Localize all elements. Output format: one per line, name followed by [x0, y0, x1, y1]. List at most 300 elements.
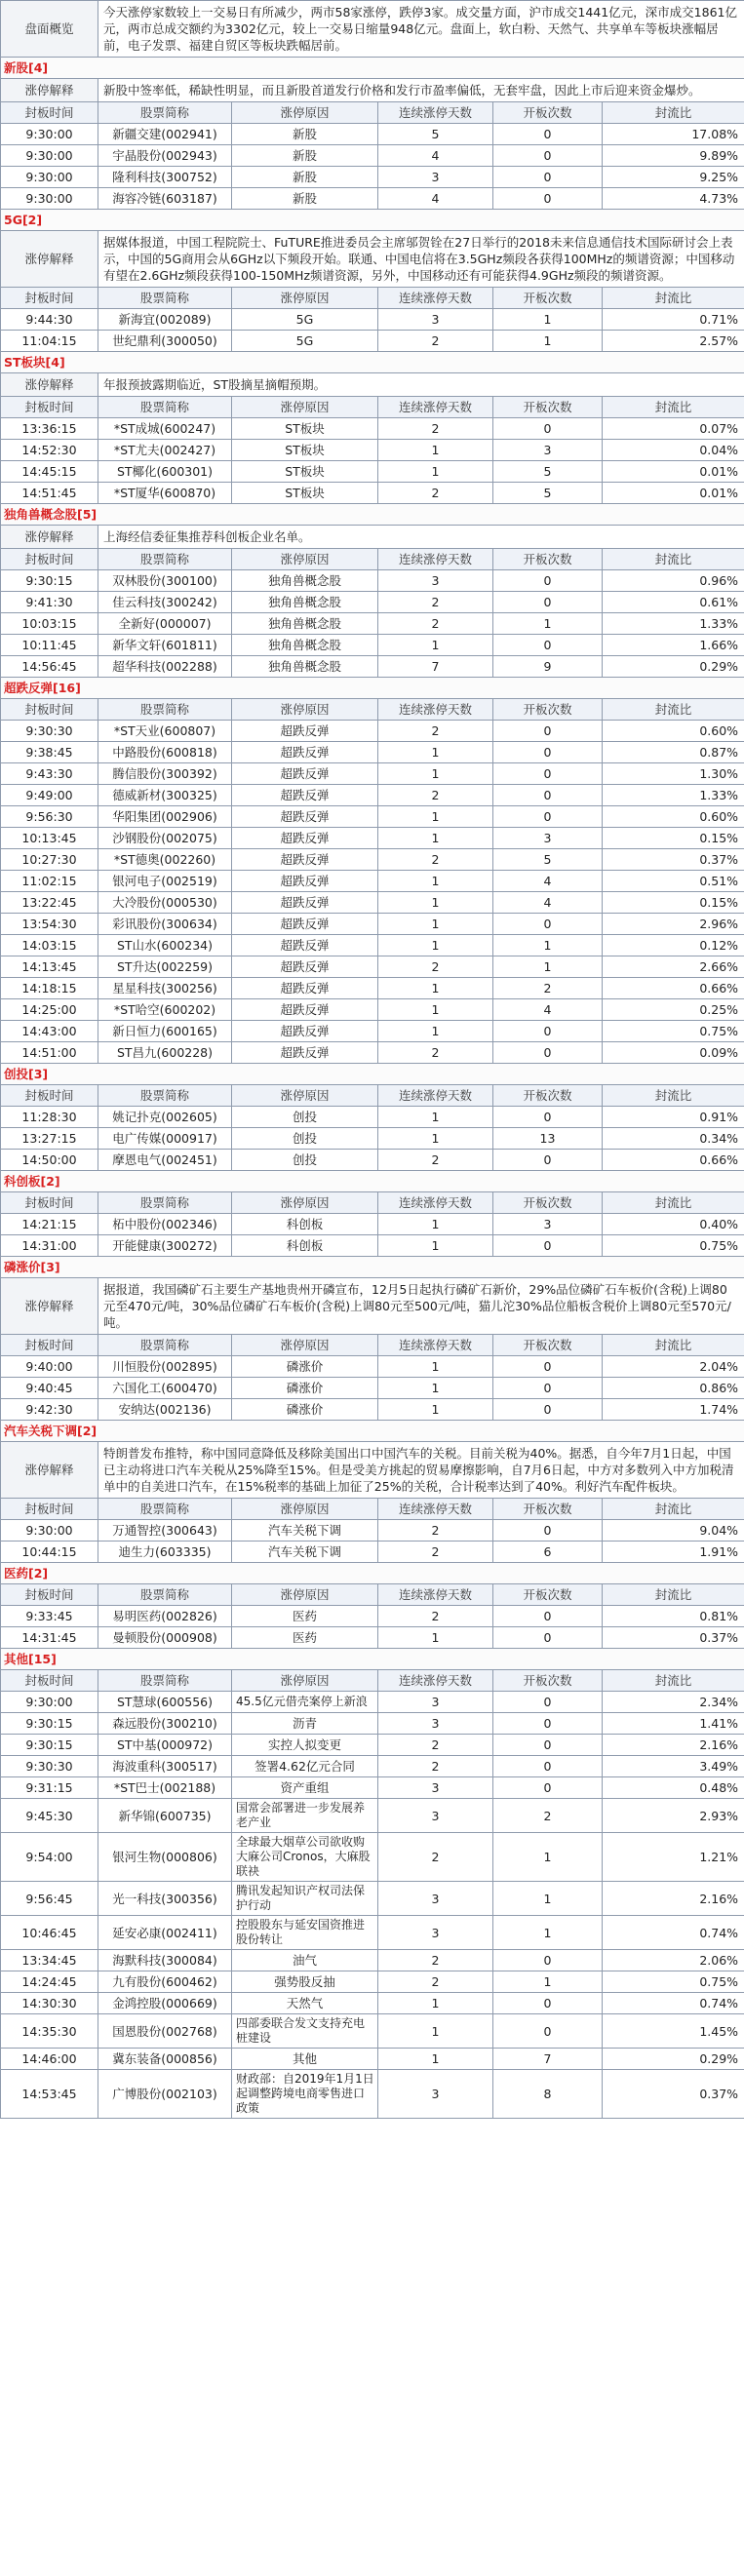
limit-reason: 汽车关税下调 [232, 1542, 378, 1563]
stock-name: 姚记扑克(002605) [98, 1107, 232, 1128]
table-row [1, 309, 744, 331]
section-title-row [1, 678, 744, 699]
column-header-consecutive-days: 连续涨停天数 [378, 1192, 493, 1214]
open-count: 0 [493, 1150, 603, 1171]
open-count: 3 [493, 1214, 603, 1235]
column-header-stock-name: 股票简称 [98, 549, 232, 570]
stock-name: 海默科技(300084) [98, 1950, 232, 1971]
open-count: 5 [493, 483, 603, 504]
seal-ratio: 0.09% [603, 1042, 744, 1064]
column-header-seal-ratio: 封流比 [603, 1085, 744, 1107]
open-count: 0 [493, 124, 603, 145]
stock-name: 新疆交建(002941) [98, 124, 232, 145]
open-count: 4 [493, 892, 603, 914]
consecutive-days: 1 [378, 1021, 493, 1042]
desc-label: 涨停解释 [1, 231, 98, 288]
seal-time: 9:49:00 [1, 785, 98, 806]
consecutive-days: 3 [378, 1882, 493, 1916]
consecutive-days: 1 [378, 742, 493, 763]
stock-name: 大冷股份(000530) [98, 892, 232, 914]
stock-name: 世纪鼎利(300050) [98, 331, 232, 352]
open-count: 1 [493, 935, 603, 956]
table-row [1, 1692, 744, 1713]
open-count: 0 [493, 785, 603, 806]
table-row [1, 2070, 744, 2119]
open-count: 0 [493, 1356, 603, 1378]
seal-time: 14:24:45 [1, 1971, 98, 1993]
stock-name: 光一科技(300356) [98, 1882, 232, 1916]
open-count: 0 [493, 914, 603, 935]
column-header-stock-name: 股票简称 [98, 1335, 232, 1356]
seal-ratio: 0.75% [603, 1021, 744, 1042]
seal-time: 11:02:15 [1, 871, 98, 892]
limit-reason: ST板块 [232, 440, 378, 461]
open-count: 4 [493, 999, 603, 1021]
table-row [1, 1107, 744, 1128]
seal-time: 14:51:00 [1, 1042, 98, 1064]
seal-time: 14:53:45 [1, 2070, 98, 2119]
limit-reason: ST板块 [232, 418, 378, 440]
seal-ratio: 2.16% [603, 1882, 744, 1916]
open-count: 5 [493, 849, 603, 871]
seal-ratio: 0.48% [603, 1777, 744, 1799]
consecutive-days: 3 [378, 1692, 493, 1713]
consecutive-days: 1 [378, 1993, 493, 2014]
seal-ratio: 0.91% [603, 1107, 744, 1128]
consecutive-days: 7 [378, 656, 493, 678]
column-header-consecutive-days: 连续涨停天数 [378, 549, 493, 570]
section-title-row [1, 352, 744, 373]
limit-reason: ST板块 [232, 461, 378, 483]
column-header-open-count: 开板次数 [493, 1335, 603, 1356]
open-count: 2 [493, 978, 603, 999]
stock-name: 电广传媒(000917) [98, 1128, 232, 1150]
stock-name: 川恒股份(002895) [98, 1356, 232, 1378]
section-title-row [1, 1064, 744, 1085]
overview-row [1, 1, 744, 58]
consecutive-days: 2 [378, 483, 493, 504]
seal-time: 9:30:30 [1, 721, 98, 742]
open-count: 0 [493, 1606, 603, 1627]
stock-name: 沙钢股份(002075) [98, 828, 232, 849]
stock-name: 星星科技(300256) [98, 978, 232, 999]
consecutive-days: 2 [378, 785, 493, 806]
section-desc-row [1, 1442, 744, 1499]
consecutive-days: 2 [378, 418, 493, 440]
open-count: 1 [493, 1916, 603, 1950]
seal-time: 14:18:15 [1, 978, 98, 999]
column-header-seal-time: 封板时间 [1, 1085, 98, 1107]
section-title: 汽车关税下调[2] [1, 1421, 744, 1442]
section-desc-row [1, 526, 744, 549]
table-row [1, 742, 744, 763]
consecutive-days: 3 [378, 570, 493, 592]
stock-name: 新华文轩(601811) [98, 635, 232, 656]
open-count: 0 [493, 2014, 603, 2049]
seal-ratio: 1.41% [603, 1713, 744, 1735]
stock-name: 彩讯股份(300634) [98, 914, 232, 935]
consecutive-days: 1 [378, 871, 493, 892]
open-count: 3 [493, 440, 603, 461]
stock-name: ST慧球(600556) [98, 1692, 232, 1713]
consecutive-days: 1 [378, 1128, 493, 1150]
column-header-limit-reason: 涨停原因 [232, 397, 378, 418]
section-desc: 据报道，我国磷矿石主要生产基地贵州开磷宣布，12月5日起执行磷矿石新价，29%品位磷矿石车板价(含税)上调80元至470元/吨，30%品位磷矿石车板价(含税)上调80元至500元/吨，猫儿沱30%品位船板含税价上调80元至570元/吨。 [98, 1278, 744, 1335]
open-count: 0 [493, 167, 603, 188]
column-header-seal-ratio: 封流比 [603, 549, 744, 570]
stock-name: 金鸿控股(000669) [98, 1993, 232, 2014]
stock-name: 宇晶股份(002943) [98, 145, 232, 167]
open-count: 0 [493, 145, 603, 167]
seal-time: 9:30:30 [1, 1756, 98, 1777]
limit-reason: 超跌反弹 [232, 828, 378, 849]
open-count: 0 [493, 742, 603, 763]
seal-time: 9:40:00 [1, 1356, 98, 1378]
seal-ratio: 1.45% [603, 2014, 744, 2049]
table-row [1, 331, 744, 352]
seal-ratio: 0.75% [603, 1235, 744, 1257]
seal-ratio: 0.60% [603, 721, 744, 742]
seal-ratio: 9.04% [603, 1520, 744, 1542]
table-row [1, 1606, 744, 1627]
consecutive-days: 3 [378, 309, 493, 331]
seal-time: 10:46:45 [1, 1916, 98, 1950]
table-row [1, 1378, 744, 1399]
column-header-consecutive-days: 连续涨停天数 [378, 1584, 493, 1606]
consecutive-days: 1 [378, 806, 493, 828]
column-header-row [1, 549, 744, 570]
stock-name: 延安必康(002411) [98, 1916, 232, 1950]
limit-reason: 超跌反弹 [232, 999, 378, 1021]
stock-name: 新海宜(002089) [98, 309, 232, 331]
column-header-seal-time: 封板时间 [1, 397, 98, 418]
column-header-open-count: 开板次数 [493, 1085, 603, 1107]
column-header-limit-reason: 涨停原因 [232, 1670, 378, 1692]
seal-time: 9:54:00 [1, 1833, 98, 1882]
seal-time: 14:56:45 [1, 656, 98, 678]
stock-name: 佳云科技(300242) [98, 592, 232, 613]
stock-name: 新日恒力(600165) [98, 1021, 232, 1042]
seal-time: 14:51:45 [1, 483, 98, 504]
seal-time: 14:50:00 [1, 1150, 98, 1171]
column-header-row [1, 102, 744, 124]
limit-reason: 超跌反弹 [232, 849, 378, 871]
table-row [1, 145, 744, 167]
limit-reason: 四部委联合发文支持充电桩建设 [232, 2014, 378, 2049]
open-count: 1 [493, 613, 603, 635]
column-header-seal-time: 封板时间 [1, 102, 98, 124]
table-row [1, 1214, 744, 1235]
column-header-seal-ratio: 封流比 [603, 288, 744, 309]
desc-label: 涨停解释 [1, 526, 98, 549]
table-row [1, 1356, 744, 1378]
limit-reason: 强势股反抽 [232, 1971, 378, 1993]
column-header-row [1, 397, 744, 418]
stock-name: 柘中股份(002346) [98, 1214, 232, 1235]
consecutive-days: 1 [378, 978, 493, 999]
table-row [1, 592, 744, 613]
seal-time: 9:30:00 [1, 188, 98, 210]
limit-reason: 其他 [232, 2049, 378, 2070]
column-header-seal-time: 封板时间 [1, 288, 98, 309]
consecutive-days: 2 [378, 613, 493, 635]
consecutive-days: 1 [378, 935, 493, 956]
seal-ratio: 1.74% [603, 1399, 744, 1421]
table-row [1, 167, 744, 188]
seal-time: 9:30:15 [1, 1735, 98, 1756]
consecutive-days: 3 [378, 1799, 493, 1833]
table-row [1, 1971, 744, 1993]
consecutive-days: 4 [378, 145, 493, 167]
open-count: 0 [493, 1777, 603, 1799]
limit-reason: 超跌反弹 [232, 892, 378, 914]
consecutive-days: 1 [378, 1627, 493, 1649]
open-count: 0 [493, 1993, 603, 2014]
open-count: 13 [493, 1128, 603, 1150]
seal-ratio: 1.33% [603, 785, 744, 806]
table-row [1, 1150, 744, 1171]
open-count: 6 [493, 1542, 603, 1563]
limit-reason: 控股股东与延安国资推进股份转让 [232, 1916, 378, 1950]
column-header-limit-reason: 涨停原因 [232, 1584, 378, 1606]
seal-time: 14:46:00 [1, 2049, 98, 2070]
table-row [1, 1916, 744, 1950]
table-row [1, 849, 744, 871]
seal-time: 10:44:15 [1, 1542, 98, 1563]
seal-ratio: 0.15% [603, 892, 744, 914]
consecutive-days: 1 [378, 1214, 493, 1235]
consecutive-days: 2 [378, 1606, 493, 1627]
seal-ratio: 0.07% [603, 418, 744, 440]
consecutive-days: 1 [378, 1356, 493, 1378]
column-header-consecutive-days: 连续涨停天数 [378, 1670, 493, 1692]
seal-time: 9:30:15 [1, 1713, 98, 1735]
seal-time: 9:30:00 [1, 145, 98, 167]
open-count: 0 [493, 1520, 603, 1542]
table-row [1, 461, 744, 483]
seal-ratio: 4.73% [603, 188, 744, 210]
limit-reason: 超跌反弹 [232, 785, 378, 806]
limit-reason: 新股 [232, 145, 378, 167]
table-row [1, 914, 744, 935]
overview-text: 今天涨停家数较上一交易日有所减少，两市58家涨停，跌停3家。成交量方面，沪市成交1441亿元，深市成交1861亿元，两市总成交额约为3302亿元，较上一交易日缩量948亿元。盘面上，软白粉、天然气、共享单车等板块涨幅居前，电子发票、福建自贸区等板块跌幅居前。 [98, 1, 744, 58]
seal-time: 11:04:15 [1, 331, 98, 352]
table-row [1, 1777, 744, 1799]
seal-time: 10:13:45 [1, 828, 98, 849]
seal-ratio: 0.81% [603, 1606, 744, 1627]
open-count: 1 [493, 331, 603, 352]
seal-time: 14:31:00 [1, 1235, 98, 1257]
section-title: 科创板[2] [1, 1171, 744, 1192]
seal-time: 14:31:45 [1, 1627, 98, 1649]
seal-ratio: 0.15% [603, 828, 744, 849]
column-header-open-count: 开板次数 [493, 1670, 603, 1692]
open-count: 2 [493, 1799, 603, 1833]
limit-reason: 超跌反弹 [232, 956, 378, 978]
seal-ratio: 3.49% [603, 1756, 744, 1777]
stock-name: 易明医药(002826) [98, 1606, 232, 1627]
section-desc: 新股中签率低，稀缺性明显，而且新股首道发行价格和发行市盈率偏低，无套牢盘，因此上市后迎来资金爆炒。 [98, 79, 744, 102]
section-desc-row [1, 373, 744, 397]
section-desc: 特朗普发布推特，称中国同意降低及移除美国出口中国汽车的关税。目前关税为40%。据悉，自今年7月1日起，中国已主动将进口汽车关税从25%降至15%。但是受美方挑起的贸易摩擦影响，自7月6日起，中方对多数列入中方加税清单中的自美进口汽车，在15%税率的基础上加征了25%的关税，合计税率达到了40%。利好汽车配件板块。 [98, 1442, 744, 1499]
column-header-seal-ratio: 封流比 [603, 397, 744, 418]
seal-time: 9:30:15 [1, 570, 98, 592]
section-title-row [1, 1421, 744, 1442]
column-header-limit-reason: 涨停原因 [232, 1085, 378, 1107]
seal-time: 14:35:30 [1, 2014, 98, 2049]
column-header-row [1, 1335, 744, 1356]
seal-time: 10:11:45 [1, 635, 98, 656]
table-row [1, 763, 744, 785]
section-title: 独角兽概念股[5] [1, 504, 744, 526]
stock-name: 万通智控(300643) [98, 1520, 232, 1542]
section-title: 5G[2] [1, 210, 744, 231]
open-count: 0 [493, 806, 603, 828]
section-title-row [1, 1257, 744, 1278]
seal-time: 14:13:45 [1, 956, 98, 978]
column-header-seal-time: 封板时间 [1, 1584, 98, 1606]
table-row [1, 418, 744, 440]
limit-reason: 汽车关税下调 [232, 1520, 378, 1542]
seal-time: 9:38:45 [1, 742, 98, 763]
column-header-seal-time: 封板时间 [1, 699, 98, 721]
limit-reason: 磷涨价 [232, 1356, 378, 1378]
consecutive-days: 1 [378, 1235, 493, 1257]
open-count: 0 [493, 570, 603, 592]
table-row [1, 1882, 744, 1916]
seal-ratio: 0.37% [603, 2070, 744, 2119]
column-header-consecutive-days: 连续涨停天数 [378, 397, 493, 418]
limit-reason: 超跌反弹 [232, 914, 378, 935]
seal-time: 9:43:30 [1, 763, 98, 785]
limit-reason: 资产重组 [232, 1777, 378, 1799]
stock-name: *ST成城(600247) [98, 418, 232, 440]
seal-time: 10:03:15 [1, 613, 98, 635]
consecutive-days: 1 [378, 914, 493, 935]
table-row [1, 1799, 744, 1833]
section-title-row [1, 210, 744, 231]
limit-reason: 超跌反弹 [232, 806, 378, 828]
stock-name: 森远股份(300210) [98, 1713, 232, 1735]
column-header-open-count: 开板次数 [493, 288, 603, 309]
seal-time: 14:25:00 [1, 999, 98, 1021]
consecutive-days: 2 [378, 1042, 493, 1064]
limit-reason: 5G [232, 309, 378, 331]
table-row [1, 440, 744, 461]
seal-ratio: 9.89% [603, 145, 744, 167]
limit-reason: 医药 [232, 1606, 378, 1627]
table-row [1, 1235, 744, 1257]
seal-ratio: 0.40% [603, 1214, 744, 1235]
consecutive-days: 1 [378, 461, 493, 483]
limit-reason: 全球最大烟草公司欲收购大麻公司Cronos，大麻股联袂 [232, 1833, 378, 1882]
open-count: 0 [493, 1692, 603, 1713]
consecutive-days: 1 [378, 828, 493, 849]
stock-name: 隆利科技(300752) [98, 167, 232, 188]
limit-reason: 独角兽概念股 [232, 635, 378, 656]
column-header-stock-name: 股票简称 [98, 1499, 232, 1520]
table-row [1, 2014, 744, 2049]
seal-ratio: 0.87% [603, 742, 744, 763]
table-row [1, 806, 744, 828]
open-count: 1 [493, 1882, 603, 1916]
column-header-seal-ratio: 封流比 [603, 1584, 744, 1606]
desc-label: 涨停解释 [1, 373, 98, 397]
limit-reason: 天然气 [232, 1993, 378, 2014]
consecutive-days: 1 [378, 999, 493, 1021]
seal-time: 10:27:30 [1, 849, 98, 871]
table-row [1, 613, 744, 635]
limit-reason: 独角兽概念股 [232, 613, 378, 635]
column-header-consecutive-days: 连续涨停天数 [378, 288, 493, 309]
limit-reason: 创投 [232, 1128, 378, 1150]
consecutive-days: 1 [378, 1378, 493, 1399]
open-count: 1 [493, 956, 603, 978]
open-count: 0 [493, 1107, 603, 1128]
seal-time: 13:22:45 [1, 892, 98, 914]
column-header-seal-ratio: 封流比 [603, 1192, 744, 1214]
column-header-stock-name: 股票简称 [98, 1584, 232, 1606]
seal-ratio: 0.34% [603, 1128, 744, 1150]
stock-name: *ST厦华(600870) [98, 483, 232, 504]
stock-name: 曼顿股份(000908) [98, 1627, 232, 1649]
consecutive-days: 2 [378, 1150, 493, 1171]
consecutive-days: 5 [378, 124, 493, 145]
seal-ratio: 17.08% [603, 124, 744, 145]
table-row [1, 871, 744, 892]
seal-time: 14:43:00 [1, 1021, 98, 1042]
table-row [1, 1756, 744, 1777]
limit-reason: 独角兽概念股 [232, 592, 378, 613]
limit-reason: 5G [232, 331, 378, 352]
consecutive-days: 2 [378, 1756, 493, 1777]
seal-ratio: 0.61% [603, 592, 744, 613]
table-row [1, 188, 744, 210]
seal-time: 9:56:45 [1, 1882, 98, 1916]
seal-ratio: 0.74% [603, 1993, 744, 2014]
seal-time: 9:42:30 [1, 1399, 98, 1421]
report-body [1, 1, 744, 2119]
consecutive-days: 4 [378, 188, 493, 210]
seal-time: 13:27:15 [1, 1128, 98, 1150]
section-desc: 上海经信委征集推荐科创板企业名单。 [98, 526, 744, 549]
seal-ratio: 2.57% [603, 331, 744, 352]
seal-ratio: 0.04% [603, 440, 744, 461]
column-header-row [1, 288, 744, 309]
stock-name: 中路股份(600818) [98, 742, 232, 763]
limit-reason: 超跌反弹 [232, 1042, 378, 1064]
open-count: 0 [493, 721, 603, 742]
stock-name: 迪生力(603335) [98, 1542, 232, 1563]
consecutive-days: 1 [378, 2014, 493, 2049]
seal-ratio: 2.16% [603, 1735, 744, 1756]
desc-label: 涨停解释 [1, 1442, 98, 1499]
column-header-stock-name: 股票简称 [98, 699, 232, 721]
seal-ratio: 0.75% [603, 1971, 744, 1993]
column-header-seal-time: 封板时间 [1, 549, 98, 570]
open-count: 8 [493, 2070, 603, 2119]
seal-ratio: 0.60% [603, 806, 744, 828]
limit-reason: 超跌反弹 [232, 935, 378, 956]
limit-reason: ST板块 [232, 483, 378, 504]
stock-name: *ST哈空(600202) [98, 999, 232, 1021]
stock-name: 新华锦(600735) [98, 1799, 232, 1833]
seal-ratio: 0.37% [603, 849, 744, 871]
stock-name: 安纳达(002136) [98, 1399, 232, 1421]
stock-name: ST中基(000972) [98, 1735, 232, 1756]
table-row [1, 1542, 744, 1563]
column-header-seal-time: 封板时间 [1, 1335, 98, 1356]
